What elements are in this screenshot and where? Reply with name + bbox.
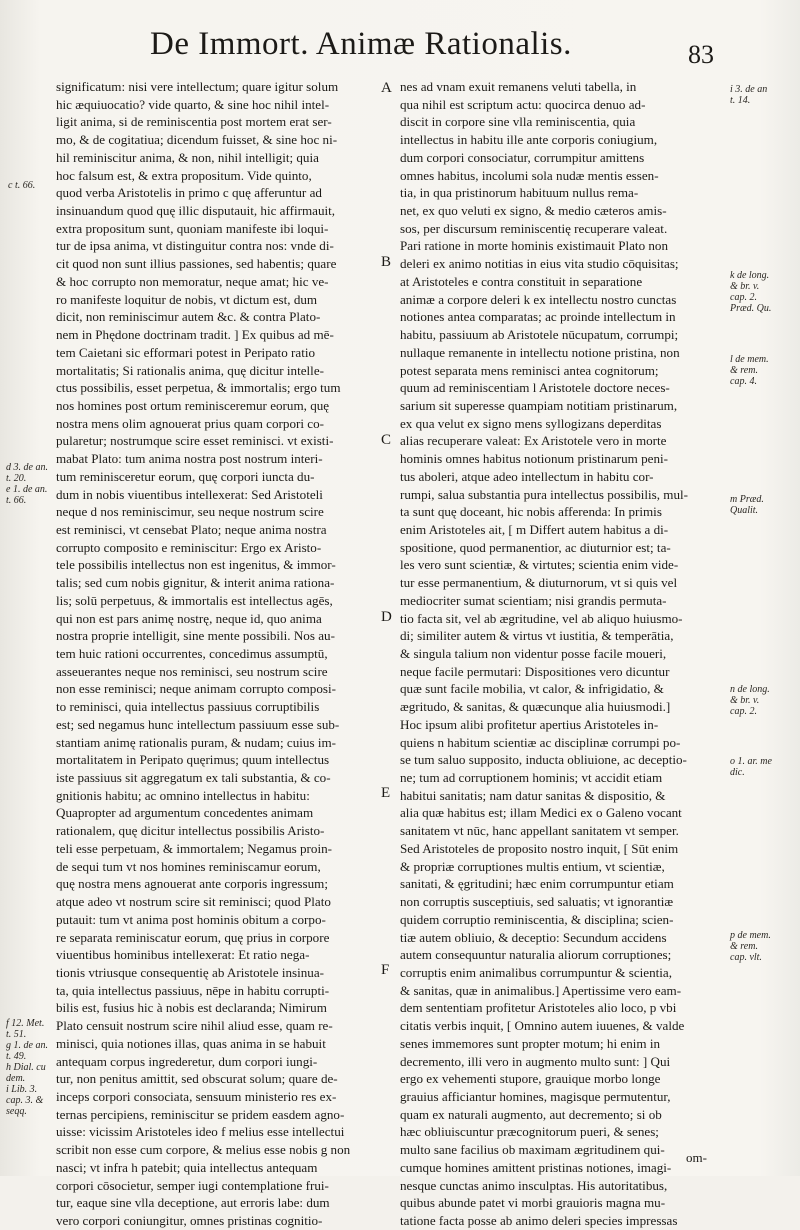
text-line: rationalem, quę dicitur intellectus possibilis Aristo- <box>56 823 325 839</box>
text-line: tatione facta posse ab animo deleri species impressas <box>400 1213 678 1228</box>
text-line: asseuerantes neque nos reminisci, seu nostrum scire <box>56 663 328 679</box>
text-line: grauius afficiantur homines, magisque permutentur, <box>400 1088 671 1104</box>
text-line: tus aboleri, atque adeo intellectum in habitu cor- <box>400 468 654 484</box>
margin-note-right-6 <box>730 756 772 778</box>
margin-note-line: & br. v. <box>730 281 760 292</box>
text-line: teli esse perpetuam, & immortalem; Negamus proin- <box>56 840 332 856</box>
margin-note-line: l de mem. <box>730 354 769 365</box>
text-line: tia, in qua pristinorum habituum nullus rema- <box>400 185 639 201</box>
text-line: dum in nobis viuentibus intellexerat: Sed Aristoteli <box>56 486 323 502</box>
text-line: ne; tum ad corruptionem hominis; vt accidit etiam <box>400 770 663 786</box>
margin-note-left-3 <box>6 1018 48 1117</box>
text-line: mediocriter sumat scientiam; nisi grandis permuta- <box>400 592 667 608</box>
margin-note-line: d 3. de an. <box>6 462 48 473</box>
margin-note-line: cap. 2. <box>730 706 757 717</box>
margin-note-right-7 <box>730 930 771 963</box>
margin-note-line: f 12. Met. <box>6 1018 45 1029</box>
text-line: Plato censuit nostrum scire nihil aliud esse, quam re- <box>56 1018 333 1034</box>
margin-note-line: g 1. de an. <box>6 1040 48 1051</box>
text-line: se tum saluo supposito, inducta obliuione, ac deceptio- <box>400 752 687 768</box>
text-line: mortalitatem in Peripato quęrimus; quum intellectus <box>56 752 330 768</box>
margin-note-left-2 <box>6 462 48 506</box>
text-line: non corruptis susceptiuis, sed saluatis; vt ignorantiæ <box>400 894 674 910</box>
margin-note-line: t. 20. <box>6 473 27 484</box>
text-line: dum corpori consociatur, corrumpitur amittens <box>400 149 645 165</box>
margin-note-right-5 <box>730 684 770 717</box>
text-line: to reminisci, quia intellectus passiuus corruptibilis <box>56 699 320 715</box>
text-line: qua nihil est scriptum actu: quocirca denuo ad- <box>400 96 646 112</box>
text-line: nostra mens olim agnouerat prius quam corpori co- <box>56 415 324 431</box>
text-line: & propriæ corruptiones multis entium, vt scientiæ, <box>400 858 665 874</box>
text-line: & sanitas, quæ in animalibus.] Apertissime vero eam- <box>400 982 682 998</box>
text-line: atque adeo vt nostrum scire sit reminisci; quod Plato <box>56 894 331 910</box>
text-line: at Aristoteles e contra constituit in separatione <box>400 273 643 289</box>
text-line: hil reminiscitur anima, & non, nihil intelligit; quia <box>56 149 319 165</box>
text-line: spositione, quod permanentior, ac diuturnior est; ta- <box>400 539 671 555</box>
margin-note-line: k de long. <box>730 270 770 281</box>
margin-note-line: c t. 66. <box>8 180 36 191</box>
text-line: hic æquiuocatio? vide quarto, & sine hoc nihil intel- <box>56 96 330 112</box>
margin-note-line: dem. <box>6 1073 26 1084</box>
text-line: tem huic rationi occurrentes, concedimus assumptū, <box>56 646 328 661</box>
text-line: sarium sit superesse quampiam notitiam pristinarum, <box>400 397 678 413</box>
margin-note-line: i Lib. 3. <box>6 1084 38 1095</box>
margin-note-line: h Dial. cu <box>6 1062 46 1073</box>
text-line: habitu, passiuum ab Aristotele nūcupatum, corrumpi; <box>400 327 679 343</box>
text-line: sos, per discursum reminiscentię recuperare valeat. <box>400 220 668 236</box>
text-line: alias recuperare valeat: Ex Aristotele vero in morte <box>400 433 667 449</box>
margin-note-line: i 3. de an <box>730 84 768 95</box>
margin-note-right-2 <box>730 270 771 314</box>
text-line: antequam corpus ingrederetur, dum corpori iungi- <box>56 1053 318 1069</box>
text-line: ægritudo, & sanitas, & quæcunque alia huiusmodi.] <box>400 699 671 715</box>
right-text-column <box>400 78 730 1230</box>
margin-note-line: dic. <box>730 767 745 778</box>
text-line: vero corpori coniungitur, omnes pristinas cognitio- <box>56 1213 323 1228</box>
text-line: tionis vtriusque consequentię ab Aristotele insinua- <box>56 964 325 980</box>
text-line: tur, eaque sine vlla deceptione, aut erroris labe: dum <box>56 1195 330 1211</box>
text-line: insinuandum quod quę illic disputauit, hic affirmauit, <box>56 203 336 219</box>
text-line: hominis omnes habitus notionum pristinarum peni- <box>400 451 669 467</box>
text-line: potest separata mens reminisci antea cognitorum; <box>400 362 659 378</box>
text-line: net, ex quo veluti ex signo, & medio cæteros amis- <box>400 203 667 219</box>
text-line: qui non est pars animę nostrę, neque id, quo anima <box>56 610 322 626</box>
text-line: quiens n habitum scientiæ ac disciplinæ corrumpi po- <box>400 734 681 750</box>
catchword: om- <box>686 1150 707 1165</box>
text-line: ergo ex vehementi stupore, grauique morbo longe <box>400 1071 661 1087</box>
text-line: putauit: tum vt anima post hominis obitum a corpo- <box>56 911 326 927</box>
text-line: stantiam animę rationalis puram, & nudam; cuius im- <box>56 734 337 750</box>
text-line: pularetur; nostrumque scire esset reminisci. vt existi- <box>56 433 334 449</box>
text-line: nes ad vnam exuit remanens veluti tabella, in <box>400 79 637 94</box>
text-line: tur, non penitus amittit, sed obscurat solum; quare de- <box>56 1071 338 1087</box>
running-title: De Immort. Animæ Rationalis. <box>150 26 572 62</box>
margin-note-line: m Præd. <box>730 494 764 505</box>
text-line: & singula talium non videntur posse facile moueri, <box>400 646 667 661</box>
text-line: les vero sunt scientiæ, & virtutes; scientia enim vide- <box>400 557 679 573</box>
margin-note-line: t. 51. <box>6 1029 27 1040</box>
text-line: ternas percipiens, reminiscitur se pridem easdem agno- <box>56 1106 345 1122</box>
margin-note-line: cap. 3. & <box>6 1095 44 1106</box>
text-line: gnitionis habitu; ac omnino intellectus in habitu: <box>56 787 310 803</box>
text-line: alia quæ habitus est; illam Medici ex o Galeno vocant <box>400 805 682 821</box>
text-line: tur de ipsa anima, vt distinguitur contra nos: vnde di- <box>56 238 334 254</box>
text-line: minisci, quia notiones illas, quas anima in se habuit <box>56 1035 326 1051</box>
text-line: intellectus in habitu ille ante corporis coniugium, <box>400 132 658 148</box>
text-line: nos homines post ortum reminisceremur eorum, quę <box>56 397 330 413</box>
text-line: ta sunt quę doceant, hic nobis afferenda: In primis <box>400 504 662 520</box>
margin-note-line: Qualit. <box>730 505 759 516</box>
text-line: nesque cunctas animo insculptas. His autoritatibus, <box>400 1177 668 1193</box>
text-line: inceps corpori consociata, sensuum ministerio res ex- <box>56 1088 337 1104</box>
text-line: significatum: nisi vere intellectum; quare igitur solum <box>56 79 339 94</box>
text-line: neque facile permutari: Dispositiones vero dicuntur <box>400 663 670 679</box>
text-line: non esse reminisci; neque animam corrupto composi- <box>56 681 336 697</box>
section-letter-e: E <box>381 785 391 801</box>
margin-note-right-4 <box>730 494 764 516</box>
text-line: mo, & de cogitatiua; dicendum fuisset, & sine hoc ni- <box>56 132 338 148</box>
margin-note-left-1 <box>8 180 35 191</box>
text-line: dem sententiam profitetur Aristoteles alio loco, p vbi <box>400 1000 677 1016</box>
text-line: hæc obliuiscuntur præcognitorum pueri, & senes; <box>400 1124 659 1140</box>
text-line: sanitati, & ęgritudini; hæc enim corrumpuntur etiam <box>400 876 674 892</box>
text-line: tio facta sit, vel ab ægritudine, vel ab aliquo huiusmo- <box>400 610 683 626</box>
section-letter-b: B <box>381 254 392 270</box>
text-line: quam ex naturali augmento, aut decremento; si ob <box>400 1106 662 1122</box>
text-line: tur esse permanentium, & diuturnorum, vt si quis vel <box>400 575 678 591</box>
text-line: ex qua velut ex signo mens syllogizans deperditas <box>400 415 662 431</box>
margin-note-right-3 <box>730 354 769 387</box>
text-line: enim Aristoteles ait, [ m Differt autem habitus a di- <box>400 521 669 537</box>
text-line: est reminisci, vt censebat Plato; neque anima nostra <box>56 521 327 537</box>
margin-note-line: cap. vlt. <box>730 952 762 963</box>
margin-note-line: t. 66. <box>6 495 27 506</box>
left-text-column <box>56 78 378 1230</box>
text-line: nasci; vt infra h patebit; quia intellectus antequam <box>56 1159 318 1175</box>
text-line: viuentibus hominibus intellexerat: Et ratio nega- <box>56 947 310 963</box>
section-letter-a: A <box>381 80 392 96</box>
text-line: Quapropter ad argumentum concedentes animam <box>56 805 314 821</box>
text-line: autem consequuntur naturalia aliorum corruptiones; <box>400 947 672 963</box>
text-line: senes immemores sunt propter motum; hi enim in <box>400 1035 661 1051</box>
text-line: corpori cōsocietur, semper iugi contemplatione frui- <box>56 1177 329 1193</box>
text-line: ctus possibilis, esset perpetua, & immortalis; ergo tum <box>56 380 341 396</box>
text-line: discit in corpore sine vlla reminiscentia, quia <box>400 114 636 130</box>
text-line: mabat Plato: tum anima nostra post nostrum interi- <box>56 451 323 467</box>
text-line: tem Caietani sic efformari potest in Peripato ratio <box>56 344 316 360</box>
text-line: nostra proprie intelligit, sine mente possibili. Nos au- <box>56 628 335 644</box>
text-line: Sed Aristoteles de proposito nostro inquit, [ Sūt enim <box>400 840 679 856</box>
text-line: habitui sanitatis; nam datur sanitas & dispositio, & <box>400 787 666 803</box>
section-letter-d: D <box>381 609 392 625</box>
text-line: ta, quia intellectus passiuus, nēpe in habitu corrupti- <box>56 982 330 998</box>
text-line: multo sane facilius ob maximam ægritudinem qui- <box>400 1142 665 1158</box>
text-line: rumpi, salua substantia pura intellectus possibilis, mul- <box>400 486 689 502</box>
text-line: notiones antea comparatas; ac proinde intellectum in <box>400 309 676 325</box>
text-line: tele possibilis intellectus non est ingenitus, & immor- <box>56 557 336 573</box>
margin-note-right-1 <box>730 84 767 106</box>
text-line: re separata reminiscatur eorum, quę prius in corpore <box>56 929 330 945</box>
text-line: corruptis enim animalibus corrumpuntur & scientia, <box>400 964 672 980</box>
text-line: citatis verbis inquit, [ Omnino autem iuuenes, & valde <box>400 1018 685 1034</box>
text-line: bilis est, fusius hic à nobis est declaranda; Nimirum <box>56 1000 327 1016</box>
text-line: quod verba Aristotelis in primo c quę afferuntur ad <box>56 185 322 201</box>
text-line: & hoc corrupto non memoratur, neque amat; hic ve- <box>56 273 329 289</box>
text-line: cumque homines amittent pristinas notiones, imagi- <box>400 1159 672 1175</box>
text-line: de sequi tum vt nos homines reminiscamur eorum, <box>56 858 321 874</box>
text-line: quum ad reminiscentiam l Aristotele doctore neces- <box>400 380 670 396</box>
text-line: corrupto composito e reminiscitur: Ergo ex Aristo- <box>56 539 322 555</box>
text-line: omnes habitus, incolumi sola nudæ mentis essen- <box>400 167 659 183</box>
text-line: tiæ autem obliuio, & deceptio: Secundum accidens <box>400 929 667 945</box>
margin-note-line: & rem. <box>730 941 758 952</box>
text-line: animæ a corpore deleri k ex intellectu nostro cunctas <box>400 291 677 307</box>
text-line: est; sed negamus hunc intellectum passiuum esse sub- <box>56 716 340 732</box>
text-line: dicit, non reminiscimur autem &c. & contra Plato- <box>56 309 321 325</box>
margin-note-line: e 1. de an. <box>6 484 48 495</box>
text-line: iste passiuus sit aggregatum ex tali substantia, & co- <box>56 770 331 786</box>
text-line: neque d nos reminiscimur, seu neque nostrum scire <box>56 504 324 520</box>
margin-note-line: seqq. <box>6 1106 27 1117</box>
margin-note-line: t. 14. <box>730 95 751 106</box>
margin-note-line: o 1. ar. me <box>730 756 772 767</box>
text-line: ligit anima, si de reminiscentia post mortem erat ser- <box>56 114 332 130</box>
margin-note-line: & rem. <box>730 365 758 376</box>
text-line: cit quod non sunt illius passiones, sed habentis; quare <box>56 256 337 272</box>
text-line: quę nostra mens agnouerat ante corporis ingressum; <box>56 876 328 892</box>
text-line: di; similiter autem & virtus vt iustitia, & temperātia, <box>400 628 674 644</box>
text-line: quidem corruptio reminiscentia, & disciplina; scien- <box>400 911 674 927</box>
text-line: talis; sed cum nobis gignitur, & interit anima rationa- <box>56 575 335 591</box>
margin-note-line: n de long. <box>730 684 770 695</box>
margin-note-line: & br. v. <box>730 695 760 706</box>
text-line: lis; solū perpetuus, & immortalis est intellectus agēs, <box>56 592 333 608</box>
text-line: nem in Phędone doctrinam tradit. ] Ex quibus ad mē- <box>56 327 334 343</box>
margin-note-line: p de mem. <box>730 930 771 941</box>
text-line: nullaque remanente in intellectu notione pristina, non <box>400 344 680 360</box>
text-line: deleri ex animo notitias in eius vita studio cōquisitas; <box>400 256 679 272</box>
text-line: ro manifeste loquitur de nobis, vt dictum est, dum <box>56 291 318 307</box>
page-number: 83 <box>688 40 714 69</box>
text-line: extra propositum sunt, quoniam manifeste ibi loqui- <box>56 220 329 236</box>
text-line: quæ sunt facile mobilia, vt calor, & infrigidatio, & <box>400 681 664 697</box>
text-line: hoc falsum est, & extra propositum. Vide quinto, <box>56 167 312 183</box>
text-line: Hoc ipsum alibi profitetur apertius Aristoteles in- <box>400 716 659 732</box>
text-line: uisse: vicissim Aristoteles ideo f melius esse intellectui <box>56 1124 345 1140</box>
margin-note-line: Præd. Qu. <box>730 303 772 314</box>
text-line: mortalitatis; Si rationalis anima, quę dicitur intelle- <box>56 362 324 378</box>
text-line: quibus abunde patet vi morbi grauioris magna mu- <box>400 1195 666 1211</box>
margin-note-line: cap. 4. <box>730 376 757 387</box>
margin-note-line: t. 49. <box>6 1051 27 1062</box>
section-letter-c: C <box>381 432 392 448</box>
text-line: Pari ratione in morte hominis existimauit Plato non <box>400 238 669 254</box>
section-letter-f: F <box>381 962 390 978</box>
margin-note-line: cap. 2. <box>730 292 757 303</box>
text-line: tum reminisceretur eorum, quę corpori iuncta du- <box>56 468 315 484</box>
text-line: decremento, illi vero in augmento multo sunt: ] Qui <box>400 1053 671 1069</box>
text-line: scribit non esse cum corpore, & melius esse nobis g non <box>56 1142 351 1158</box>
text-line: sanitatem vt nūc, hanc appellant sanitatem vt semper. <box>400 823 679 839</box>
